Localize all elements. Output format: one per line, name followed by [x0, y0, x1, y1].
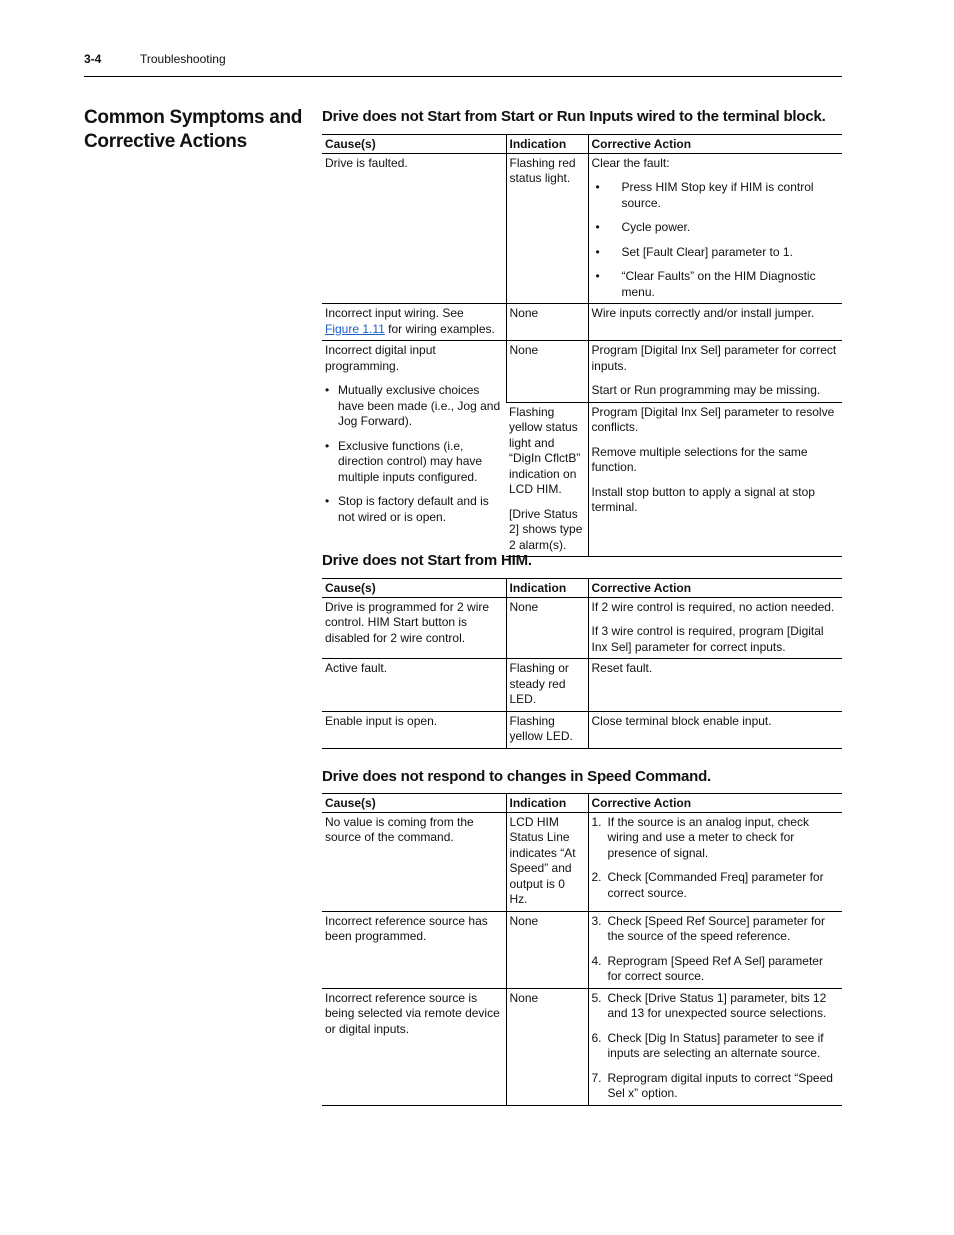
indication-cell: None	[506, 304, 588, 341]
col-header-cause: Cause(s)	[322, 794, 506, 813]
step-number: 1.	[591, 814, 602, 829]
cause-intro: Incorrect digital input programming.	[325, 343, 436, 373]
indication-text: Flashing yellow status light and “DigIn CflctB” indication on LCD HIM.	[509, 404, 581, 496]
cause-cell	[322, 304, 506, 341]
table3-title: Drive does not respond to changes in Speed Command.	[322, 768, 712, 785]
cause-cell: Drive is faulted.	[322, 153, 506, 304]
step-number: 2.	[591, 870, 602, 884]
col-header-cause: Cause(s)	[322, 135, 506, 154]
step-number: 3.	[591, 913, 602, 928]
action-text: Program [Digital Inx Sel] parameter for correct inputs.	[591, 343, 837, 373]
table-header-row	[322, 579, 842, 598]
action-cell	[588, 402, 842, 557]
cause-cell	[322, 341, 506, 557]
list-item: • Mutually exclusive choices have been made (i.e., Jog and Jog Forward).	[338, 383, 503, 430]
table-row	[322, 812, 842, 911]
step-text: Check [Commanded Freq] parameter for correct source.	[607, 870, 824, 900]
indication-cell: None	[506, 341, 588, 403]
table-row	[322, 153, 842, 304]
step-list	[592, 914, 840, 985]
action-cell: Wire inputs correctly and/or install jumper.	[588, 304, 842, 341]
list-item: • Exclusive functions (i.e, direction control) may have multiple inputs configured.	[338, 439, 503, 486]
col-header-action: Corrective Action	[588, 135, 842, 154]
action-text: If 3 wire control is required, program [Digital Inx Sel] parameter for correct inputs.	[591, 624, 824, 654]
step-list	[592, 991, 840, 1102]
action-intro: Clear the fault:	[591, 155, 670, 170]
cause-bullet-list	[325, 383, 503, 525]
col-header-cause: Cause(s)	[322, 579, 506, 598]
table-row	[322, 711, 842, 748]
cause-cell: Incorrect reference source has been programmed.	[322, 911, 506, 988]
step-number: 5.	[591, 990, 602, 1005]
table2-title: Drive does not Start from HIM.	[322, 552, 532, 569]
table-header-row	[322, 794, 842, 813]
list-item	[592, 991, 840, 1022]
list-item	[592, 1031, 840, 1062]
action-cell	[588, 153, 842, 304]
action-bullet-list	[592, 180, 840, 300]
section-name: Troubleshooting	[140, 52, 226, 66]
indication-cell: Flashing or steady red LED.	[506, 659, 588, 712]
action-text: Remove multiple selections for the same function.	[591, 444, 808, 474]
list-item: • “Clear Faults” on the HIM Diagnostic menu.	[622, 269, 840, 300]
col-header-action: Corrective Action	[588, 794, 842, 813]
indication-cell: None	[506, 911, 588, 988]
side-title: Common Symptoms and Corrective Actions	[84, 107, 303, 152]
action-cell: Close terminal block enable input.	[588, 711, 842, 748]
table1	[322, 134, 842, 557]
list-item: • Cycle power.	[622, 220, 840, 236]
cause-text: Incorrect input wiring. See	[325, 306, 464, 320]
step-text: Reprogram digital inputs to correct “Speed Sel x” option.	[607, 1070, 833, 1100]
action-text: If 2 wire control is required, no action needed.	[591, 599, 835, 614]
indication-cell: None	[506, 988, 588, 1105]
indication-cell	[506, 402, 588, 557]
action-cell: Reset fault.	[588, 659, 842, 712]
col-header-action: Corrective Action	[588, 579, 842, 598]
list-item	[592, 815, 840, 862]
table3	[322, 793, 842, 1106]
step-number: 6.	[591, 1030, 602, 1045]
table-row	[322, 597, 842, 659]
list-item: • Stop is factory default and is not wired or is open.	[338, 494, 503, 525]
list-item: • Press HIM Stop key if HIM is control source.	[622, 180, 840, 211]
header-rule	[84, 76, 842, 77]
list-item: • Set [Fault Clear] parameter to 1.	[622, 245, 840, 261]
table-row	[322, 341, 842, 403]
running-header	[84, 52, 226, 66]
table1-title: Drive does not Start from Start or Run Inputs wired to the terminal block.	[322, 108, 826, 125]
list-item	[592, 954, 840, 985]
step-text: Reprogram [Speed Ref A Sel] parameter for correct source.	[607, 953, 823, 983]
col-header-indication: Indication	[506, 135, 588, 154]
list-item	[592, 914, 840, 945]
indication-cell: None	[506, 597, 588, 659]
table-row	[322, 911, 842, 988]
action-text: Program [Digital Inx Sel] parameter to resolve conflicts.	[591, 404, 835, 434]
page-number: 3-4	[84, 52, 102, 66]
step-list	[592, 815, 840, 902]
list-item	[592, 870, 840, 901]
step-text: If the source is an analog input, check wiring and use a meter to check for presence of signal.	[607, 814, 809, 860]
col-header-indication: Indication	[506, 794, 588, 813]
indication-text: [Drive Status 2] shows type 2 alarm(s).	[509, 506, 583, 552]
table-row	[322, 988, 842, 1105]
cause-text-suffix: for wiring examples.	[384, 321, 495, 336]
list-item	[592, 1071, 840, 1102]
cause-cell: Enable input is open.	[322, 711, 506, 748]
cause-cell: Drive is programmed for 2 wire control. HIM Start button is disabled for 2 wire control.	[322, 597, 506, 659]
step-number: 4.	[591, 953, 602, 968]
step-number: 7.	[591, 1070, 602, 1085]
action-cell	[588, 988, 842, 1105]
action-cell	[588, 341, 842, 403]
action-text: Start or Run programming may be missing.	[591, 383, 821, 397]
table-header-row	[322, 135, 842, 154]
step-text: Check [Dig In Status] parameter to see if inputs are selecting an alternate source.	[607, 1030, 824, 1060]
indication-cell: Flashing red status light.	[506, 153, 588, 304]
action-cell	[588, 911, 842, 988]
cause-cell: Active fault.	[322, 659, 506, 712]
table-row	[322, 659, 842, 712]
action-cell	[588, 597, 842, 659]
action-text: Install stop button to apply a signal at stop terminal.	[591, 484, 815, 514]
indication-cell: Flashing yellow LED.	[506, 711, 588, 748]
table-row	[322, 304, 842, 341]
table2	[322, 578, 842, 749]
cause-cell: No value is coming from the source of the command.	[322, 812, 506, 911]
action-cell	[588, 812, 842, 911]
cause-cell: Incorrect reference source is being selected via remote device or digital inputs.	[322, 988, 506, 1105]
indication-cell: LCD HIM Status Line indicates “At Speed” and output is 0 Hz.	[506, 812, 588, 911]
col-header-indication: Indication	[506, 579, 588, 598]
step-text: Check [Drive Status 1] parameter, bits 12 and 13 for unexpected source selections.	[607, 990, 827, 1020]
step-text: Check [Speed Ref Source] parameter for the source of the speed reference.	[607, 913, 825, 943]
figure-link[interactable]: Figure 1.11	[325, 321, 385, 336]
